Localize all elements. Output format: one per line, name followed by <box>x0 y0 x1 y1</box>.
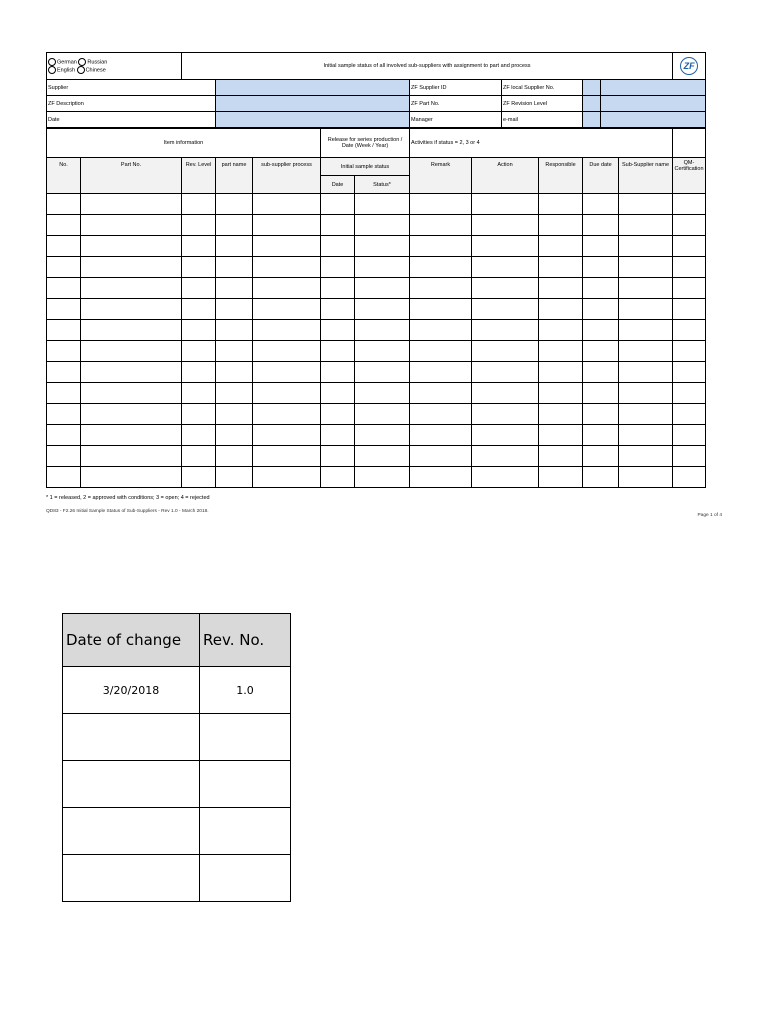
zf-logo-icon: ZF <box>680 57 698 75</box>
col-qm-certification: QM-Certification <box>673 158 706 194</box>
table-row <box>47 362 706 383</box>
items-table <box>46 128 706 488</box>
radio-chinese[interactable] <box>77 66 85 74</box>
supplier-label: Supplier <box>47 80 216 96</box>
table-row <box>63 855 291 902</box>
page-number: Page 1 of 4 <box>697 513 722 518</box>
date-field[interactable] <box>216 112 410 128</box>
item-information-group: Item information <box>47 129 321 158</box>
table-row <box>47 320 706 341</box>
date-label: Date <box>47 112 216 128</box>
email-field[interactable] <box>601 112 706 128</box>
zf-revision-level-field[interactable] <box>601 96 706 112</box>
table-row <box>63 667 291 714</box>
col-no: No. <box>47 158 81 194</box>
col-responsible: Responsible <box>539 158 583 194</box>
table-row <box>47 215 706 236</box>
status-footnote: * 1 = released, 2 = approved with conditions; 3 = open; 4 = rejected <box>46 495 210 501</box>
rev-header-date: Date of change <box>63 614 200 667</box>
col-action: Action <box>472 158 539 194</box>
col-rev-level: Rev. Level <box>182 158 216 194</box>
form-title: Initial sample status of all involved sub-suppliers with assignment to part and process <box>182 53 673 80</box>
revision-history-table <box>62 613 291 902</box>
table-row <box>47 278 706 299</box>
release-group: Release for series production / Date (Week / Year) <box>321 129 410 158</box>
rev-date: 3/20/2018 <box>63 667 200 714</box>
zf-description-field[interactable] <box>216 96 410 112</box>
table-row <box>47 383 706 404</box>
email-label: e-mail <box>502 112 601 128</box>
info-right-block <box>501 79 705 128</box>
zf-description-label: ZF Description <box>47 96 216 112</box>
activities-group: Activities if status = 2, 3 or 4 <box>410 129 673 158</box>
col-initial-sample-status: Initial sample status <box>321 158 410 176</box>
radio-english[interactable] <box>48 66 56 74</box>
table-row <box>47 257 706 278</box>
table-row <box>63 714 291 761</box>
col-sub-supplier-name: Sub-Supplier name <box>619 158 673 194</box>
zf-local-supplier-no-label: ZF local Supplier No. <box>502 80 601 96</box>
table-row <box>47 236 706 257</box>
radio-german[interactable] <box>48 58 56 66</box>
language-selector: German Russian English Chinese <box>47 53 182 80</box>
zf-local-supplier-no-field[interactable] <box>601 80 706 96</box>
col-remark: Remark <box>410 158 472 194</box>
zf-supplier-id-label: ZF Supplier ID <box>410 80 583 96</box>
col-status: Status* <box>355 176 410 194</box>
table-row <box>47 194 706 215</box>
table-row <box>47 446 706 467</box>
manager-label: Manager <box>410 112 583 128</box>
zf-revision-level-label: ZF Revision Level <box>502 96 601 112</box>
supplier-field[interactable] <box>216 80 410 96</box>
zf-part-no-label: ZF Part No. <box>410 96 583 112</box>
document-id: QD83 - F2.26 Initial Sample Status of Sub-Suppliers - Rev 1.0 - March 2018. <box>46 509 209 514</box>
rev-no: 1.0 <box>200 667 291 714</box>
col-date: Date <box>321 176 355 194</box>
table-row <box>47 404 706 425</box>
rev-header-no: Rev. No. <box>200 614 291 667</box>
table-row <box>47 299 706 320</box>
item-rows <box>47 194 706 488</box>
table-row <box>63 761 291 808</box>
col-part-no: Part No. <box>81 158 182 194</box>
items-table-wrapper <box>46 128 705 488</box>
col-part-name: part name <box>216 158 253 194</box>
col-sub-supplier-process: sub-supplier process <box>253 158 321 194</box>
table-row <box>63 808 291 855</box>
col-due-date: Due date <box>583 158 619 194</box>
radio-russian[interactable] <box>78 58 86 66</box>
table-row <box>47 341 706 362</box>
table-row <box>47 467 706 488</box>
table-row <box>47 425 706 446</box>
